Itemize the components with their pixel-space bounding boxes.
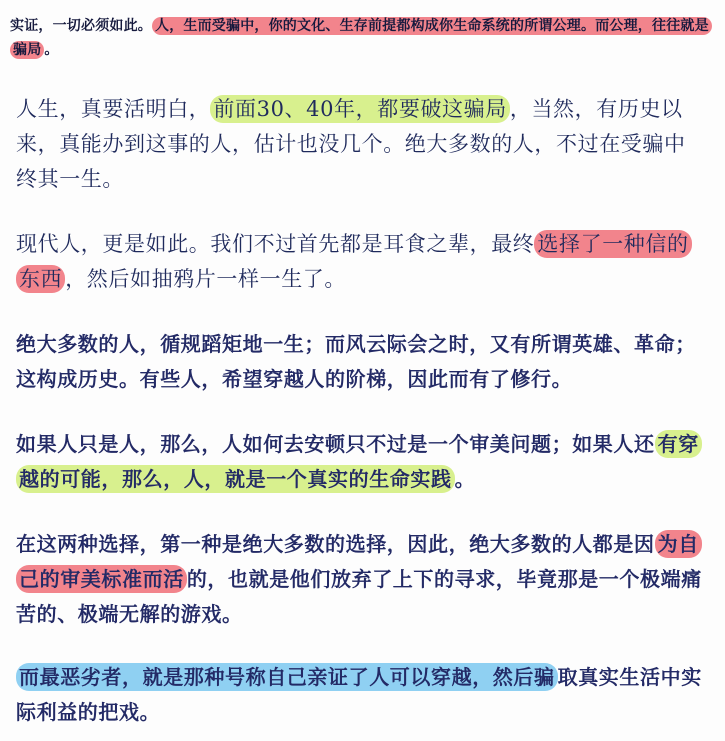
paragraph-2-text-b: ，然后如抽鸦片一样一生了。 bbox=[65, 267, 347, 291]
paragraph-2-highlight-red: 选择了一种信的东西 bbox=[16, 230, 692, 293]
paragraph-5 bbox=[16, 527, 706, 632]
paragraph-4-text-a: 如果人只是人，那么，人如何去安顿只不过是一个审美问题；如果人还 bbox=[16, 432, 655, 456]
top-plain-text: 实证，一切必须如此。 bbox=[10, 18, 152, 34]
paragraph-6 bbox=[16, 660, 706, 730]
paragraph-4-highlight-green: 有穿越的可能，那么，人，就是一个真实的生命实践 bbox=[16, 430, 702, 493]
top-excerpt bbox=[10, 14, 715, 62]
paragraph-4-text-b: 。 bbox=[454, 467, 476, 491]
paragraph-5-highlight-red: 为自己的审美标准而活 bbox=[16, 530, 702, 593]
paragraph-6-highlight-blue: 而最恶劣者，就是那种号称自己亲证了人可以穿越，然后骗 bbox=[16, 663, 558, 691]
paragraph-1-text-a: 人生，真要活明白， bbox=[16, 97, 211, 121]
paragraph-5-text-a: 在这两种选择，第一种是绝大多数的选择，因此，绝大多数的人都是因 bbox=[16, 532, 655, 556]
top-highlight-red: 人，生而受骗中，你的文化、生存前提都构成你生命系统的所谓公理。而公理，往往就是骗局 bbox=[10, 17, 712, 59]
paragraph-5-text-b: 的，也就是他们放弃了上下的寻求，毕竟那是一个极端痛苦的、极端无解的游戏。 bbox=[16, 567, 702, 626]
paragraph-1-highlight-green: 前面30、40年，都要破这骗局 bbox=[210, 95, 509, 123]
paragraph-4 bbox=[16, 427, 706, 497]
paragraph-3 bbox=[16, 327, 706, 397]
paragraph-3-text: 绝大多数的人，循规蹈矩地一生；而风云际会之时，又有所谓英雄、革命；这构成历史。有些人，希望穿越人的阶梯，因此而有了修行。 bbox=[16, 332, 696, 391]
top-end-text: 。 bbox=[44, 42, 59, 58]
paragraph-6-text-b: 取真实生活中实际利益的把戏。 bbox=[16, 665, 702, 724]
paragraph-1-text-b: ，当然，有历史以来，真能办到这事的人，估计也没几个。绝大多数的人，不过在受骗中终其一生。 bbox=[16, 97, 686, 191]
paragraph-2 bbox=[16, 227, 706, 297]
paragraph-1 bbox=[16, 92, 706, 197]
paragraph-2-text-a: 现代人，更是如此。我们不过首先都是耳食之辈，最终 bbox=[16, 232, 535, 256]
